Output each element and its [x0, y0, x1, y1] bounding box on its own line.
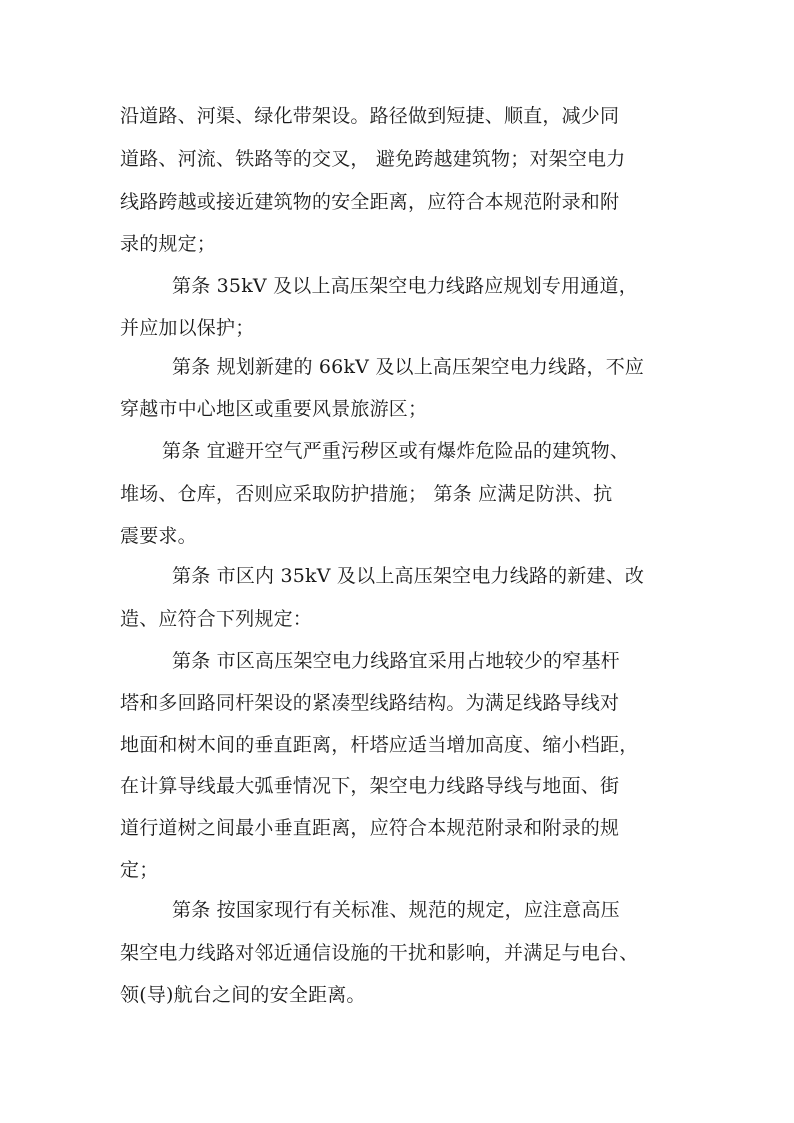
text-line: 架空电力线路对邻近通信设施的干扰和影响，并满足与电台、	[120, 942, 639, 964]
text-line: 第条 规划新建的 66kV 及以上高压架空电力线路，不应	[172, 356, 645, 378]
text-line: 领(导)航台之间的安全距离。	[120, 984, 366, 1006]
text-line: 震要求。	[120, 525, 197, 547]
text-line: 并应加以保护；	[120, 317, 255, 339]
text-line: 第条 市区内 35kV 及以上高压架空电力线路的新建、改	[172, 565, 645, 587]
text-line: 道行道树之间最小垂直距离，应符合本规范附录和附录的规	[120, 817, 620, 839]
text-line: 在计算导线最大弧垂情况下，架空电力线路导线与地面、街	[120, 775, 620, 797]
text-line: 第条 35kV 及以上高压架空电力线路应规划专用通道，	[172, 275, 638, 297]
text-line: 第条 宜避开空气严重污秽区或有爆炸危险品的建筑物、	[162, 440, 630, 462]
text-line: 沿道路、河渠、绿化带架设。路径做到短捷、顺直，减少同	[120, 105, 620, 127]
text-line: 堆场、仓库，否则应采取防护措施； 第条 应满足防洪、抗	[120, 483, 613, 505]
text-line: 线路跨越或接近建筑物的安全距离，应符合本规范附录和附	[120, 191, 620, 213]
text-line: 道路、河流、铁路等的交叉， 避免跨越建筑物；对架空电力	[120, 148, 626, 170]
text-line: 地面和树木间的垂直距离，杆塔应适当增加高度、缩小档距，	[120, 734, 639, 756]
text-line: 第条 市区高压架空电力线路宜采用占地较少的窄基杆	[172, 650, 620, 672]
text-line: 造、应符合下列规定：	[120, 608, 313, 630]
text-line: 穿越市中心地区或重要风景旅游区；	[120, 398, 428, 420]
text-line: 塔和多回路同杆架设的紧凑型线路结构。为满足线路导线对	[120, 692, 620, 714]
text-line: 录的规定；	[120, 233, 217, 255]
text-line: 定；	[120, 859, 159, 881]
text-line: 第条 按国家现行有关标准、规范的规定，应注意高压	[172, 899, 620, 921]
